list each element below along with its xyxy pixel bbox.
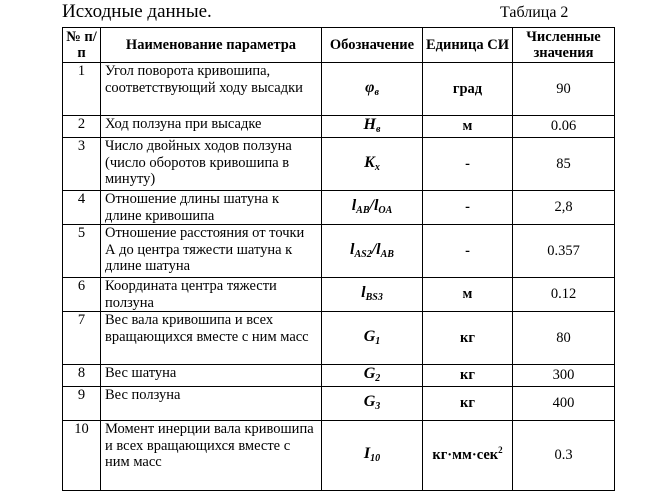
symbol-subscript: x [374,161,380,173]
parameter-name: Момент инерции вала кривошипа и всех вращающихся вместе с ним масс [101,421,322,491]
row-number: 2 [63,116,101,138]
unit-text: м [462,118,473,135]
unit-si [423,225,513,278]
parameter-name: Угол поворота кривошипа, соответствующий ходу высадки [101,63,322,116]
parameter-symbol [322,138,423,191]
symbol-subscript: BS3 [365,292,383,304]
numeric-value: 0.357 [513,225,615,278]
table-row [63,191,615,225]
symbol-subscript: AS2 [354,248,372,260]
row-number: 9 [63,387,101,421]
parameters-table [62,27,615,491]
row-number: 8 [63,365,101,387]
unit-si [423,138,513,191]
parameter-name: Число двойных ходов ползуна (число оборотов кривошипа в минуту) [101,138,322,191]
symbol-subscript: в [374,86,379,98]
table-row [63,116,615,138]
unit-text: кг [460,395,475,412]
numeric-value: 0.3 [513,421,615,491]
page-heading: Исходные данные. [62,1,212,22]
symbol-letter: I [363,445,371,463]
symbol-letter: G [363,365,376,383]
parameter-name: Отношение расстояния от точки А до центра тяжести шатуна к длине шатуна [101,225,322,278]
symbol-letter: K [364,153,375,171]
parameter-name: Вес ползуна [101,387,322,421]
col-header-name: Наименование параметра [101,28,322,63]
parameter-symbol [322,225,423,278]
symbol-letter: φ [365,78,375,96]
unit-text: кг [460,367,475,384]
symbol-letter: H [363,116,376,134]
unit-si [423,421,513,491]
numeric-value: 2,8 [513,191,615,225]
parameter-symbol [322,421,423,491]
parameter-name: Ход ползуна при высадке [101,116,322,138]
parameter-name: Вес шатуна [101,365,322,387]
table-row [63,225,615,278]
unit-si [423,191,513,225]
numeric-value: 90 [513,63,615,116]
symbol-letter: l [361,284,366,302]
unit-text: кг [460,329,475,346]
row-number: 5 [63,225,101,278]
parameter-symbol [322,312,423,365]
table-label: Таблица 2 [500,4,569,21]
table-body [63,63,615,491]
numeric-value: 80 [513,312,615,365]
symbol-letter: G [363,393,376,411]
symbol-letter: /l [371,240,381,258]
parameter-symbol [322,191,423,225]
table-row [63,365,615,387]
numeric-value: 0.12 [513,278,615,312]
table-row [63,421,615,491]
table-row [63,312,615,365]
unit-text: кг·мм·сек [432,446,499,463]
unit-text: м [462,286,473,303]
parameter-name: Вес вала кривошипа и всех вращающихся вместе с ним масс [101,312,322,365]
parameter-symbol [322,116,423,138]
parameter-name: Координата центра тяжести ползуна [101,278,322,312]
symbol-subscript: 1 [375,335,381,347]
numeric-value: 400 [513,387,615,421]
unit-si [423,312,513,365]
unit-text: - [465,155,470,172]
parameter-symbol [322,387,423,421]
symbol-subscript: в [375,124,381,136]
unit-text: - [465,199,470,216]
unit-si [423,116,513,138]
row-number: 3 [63,138,101,191]
unit-text: град [452,80,483,97]
unit-si [423,278,513,312]
col-header-value: Численные значения [513,28,615,63]
symbol-subscript: AB [380,248,394,260]
symbol-subscript: AB [356,205,370,217]
col-header-num: № п/п [63,28,101,63]
numeric-value: 0.06 [513,116,615,138]
parameter-symbol [322,63,423,116]
symbol-letter: l [350,240,355,258]
symbol-subscript: 3 [375,401,381,413]
row-number: 7 [63,312,101,365]
symbol-letter: l [351,197,357,215]
unit-si [423,365,513,387]
row-number: 1 [63,63,101,116]
table-row [63,278,615,312]
unit-superscript: 2 [498,444,503,455]
symbol-letter: /l [369,197,379,215]
symbol-subscript: 10 [370,453,381,465]
symbol-subscript: OA [378,205,393,217]
unit-text: - [465,242,470,259]
numeric-value: 300 [513,365,615,387]
parameter-symbol [322,278,423,312]
symbol-subscript: 2 [375,373,381,385]
row-number: 4 [63,191,101,225]
table-row [63,63,615,116]
symbol-letter: G [363,327,376,345]
unit-si [423,387,513,421]
table-header-row [63,28,615,63]
row-number: 10 [63,421,101,491]
table-row [63,138,615,191]
parameter-symbol [322,365,423,387]
parameter-name: Отношение длины шатуна к длине кривошипа [101,191,322,225]
row-number: 6 [63,278,101,312]
col-header-symbol: Обозначение [322,28,423,63]
table-row [63,387,615,421]
unit-si [423,63,513,116]
col-header-unit: Единица СИ [423,28,513,63]
numeric-value: 85 [513,138,615,191]
